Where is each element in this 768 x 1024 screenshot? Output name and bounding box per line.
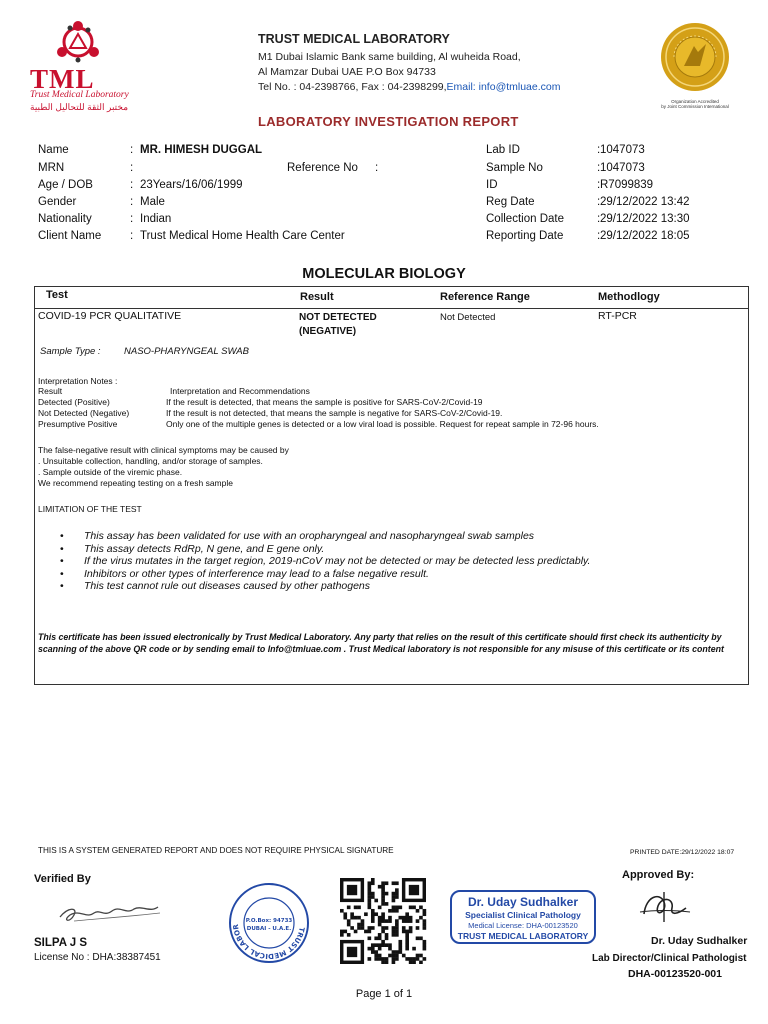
approver-signature-icon [634, 886, 694, 926]
doctor-stamp [450, 890, 596, 944]
age-colon: : [130, 179, 134, 191]
col-header-test: Test [46, 289, 68, 301]
lab-id-colon: : [597, 144, 601, 156]
mrn-label: MRN [38, 162, 65, 174]
limitation-item: • This assay has been validated for use with an oropharyngeal and nasopharyngeal swab samples [60, 530, 535, 542]
stamp-specialty: Specialist Clinical Pathology [465, 910, 581, 920]
sample-type-label: Sample Type : [40, 346, 101, 357]
client-colon: : [130, 230, 134, 242]
reg-date-colon: : [597, 196, 601, 208]
gender-colon: : [130, 196, 134, 208]
gender-label: Gender [38, 196, 77, 208]
false-negative-line: The false-negative result with clinical symptoms may be caused by [38, 445, 289, 455]
interp-row-result: Detected (Positive) [38, 397, 110, 407]
name-value: MR. HIMESH DUGGAL [140, 144, 263, 156]
reg-date-value: 29/12/2022 13:42 [600, 196, 690, 208]
client-label: Client Name [38, 230, 102, 242]
age-label: Age / DOB [38, 179, 93, 191]
interp-row-result: Not Detected (Negative) [38, 408, 130, 418]
round-stamp-icon [228, 882, 310, 964]
certificate-disclaimer: This certificate has been issued electronically by Trust Medical Laboratory. Any party that relies on the result of this certificate should first check its authenticity by scanning of the above QR code or by sending email to Info@tmluae.com . Trust Medical laboratory is not responsible for any misuse of this certificate or its content [38, 632, 724, 654]
limitation-item: • This test cannot rule out diseases caused by other pathogens [60, 580, 371, 592]
verifier-license: License No : DHA:38387451 [34, 952, 161, 963]
id-value: R7099839 [600, 179, 654, 191]
limitation-item: • Inhibitors or other types of interference may lead to a false negative result. [60, 567, 429, 580]
collection-date-value: 29/12/2022 13:30 [600, 213, 690, 225]
col-header-method: Methodlogy [598, 291, 660, 303]
verifier-name: SILPA J S [34, 937, 88, 949]
round-stamp-city: DUBAI - U.A.E. [246, 926, 292, 932]
result-line-1: NOT DETECTED [299, 312, 377, 323]
verifier-signature-icon [34, 893, 174, 933]
bullet: • [60, 542, 64, 555]
stamp-license: Medical License: DHA-00123520 [468, 921, 578, 930]
method: RT-PCR [598, 310, 637, 322]
verified-by-label: Verified By [34, 873, 91, 885]
bullet: • [60, 580, 64, 592]
round-stamp-box: P.O.Box: 94733 [245, 918, 293, 924]
stamp-doctor-name: Dr. Uday Sudhalker [467, 895, 579, 909]
bullet: • [60, 530, 64, 542]
interp-row-result: Presumptive Positive [38, 419, 118, 429]
gender-value: Male [140, 196, 165, 208]
collection-date-colon: : [597, 213, 601, 225]
approver-name: Dr. Uday Sudhalker [651, 935, 748, 947]
limitation-item: • This assay detects RdRp, N gene, and E gene only. [60, 542, 325, 555]
accreditation-seal-icon [660, 22, 730, 92]
reporting-date-value: 29/12/2022 18:05 [600, 230, 690, 242]
phone-fax: Tel No. : 04-2398766, Fax : 04-2398299, [258, 81, 447, 93]
nationality-value: Indian [140, 213, 172, 225]
limitation-heading: LIMITATION OF THE TEST [38, 504, 142, 514]
false-negative-line: . Sample outside of the viremic phase. [38, 467, 183, 477]
limitation-item: • If the virus mutates in the target region, 2019-nCoV may not be detected or may be detected less predictably. [60, 555, 591, 567]
reporting-date-colon: : [597, 230, 601, 242]
logo-arabic: مختبر الثقة للتحاليل الطبية [30, 102, 129, 112]
approver-title: Lab Director/Clinical Pathologist [592, 953, 747, 964]
collection-date-label: Collection Date [486, 213, 564, 225]
address-contact [258, 81, 561, 93]
address-line-2: Al Mamzar Dubai UAE P.O Box 94733 [258, 66, 436, 78]
result-line-2: (NEGATIVE) [299, 326, 357, 337]
id-label: ID [486, 179, 498, 191]
lab-round-stamp [228, 882, 310, 964]
reference-colon: : [375, 162, 379, 174]
sample-no-value: 1047073 [600, 162, 645, 174]
approver-license: DHA-00123520-001 [628, 968, 722, 980]
logo-subtitle: Trust Medical Laboratory [30, 90, 129, 100]
sample-no-colon: : [597, 162, 601, 174]
false-negative-line: . Unsuitable collection, handling, and/or storage of samples. [38, 456, 263, 466]
col-header-reference: Reference Range [440, 291, 530, 303]
system-generated-note: THIS IS A SYSTEM GENERATED REPORT AND DOES NOT REQUIRE PHYSICAL SIGNATURE [38, 846, 394, 855]
printed-date: PRINTED DATE:29/12/2022 18:07 [630, 849, 735, 856]
address-line-1: M1 Dubai Islamic Bank same building, Al wuheida Road, [258, 51, 521, 63]
interpretation-heading: Interpretation Notes : [38, 376, 118, 386]
sample-type-value: NASO-PHARYNGEAL SWAB [124, 346, 249, 357]
nationality-label: Nationality [38, 213, 92, 225]
nationality-colon: : [130, 213, 134, 225]
interp-row-text: If the result is detected, that means the sample is positive for SARS-CoV-2/Covid-19 [166, 397, 483, 407]
reporting-date-label: Reporting Date [486, 230, 564, 242]
tml-logo-icon [48, 18, 108, 66]
stamp-lab: TRUST MEDICAL LABORATORY [457, 931, 589, 941]
limitations-list [60, 530, 590, 593]
bullet: • [60, 555, 64, 567]
interp-row-text: If the result is not detected, that means the sample is negative for SARS-CoV-2/Covid-19. [166, 408, 503, 418]
section-title: MOLECULAR BIOLOGY [302, 266, 466, 282]
lab-id-label: Lab ID [486, 144, 520, 156]
reference-label: Reference No [287, 162, 358, 174]
seal-caption-line-1: Organization Accredited [671, 99, 719, 104]
id-colon: : [597, 179, 601, 191]
name-label: Name [38, 144, 69, 156]
header-divider [34, 308, 749, 309]
interp-col-recommend: Interpretation and Recommendations [170, 386, 310, 396]
age-value: 23Years/16/06/1999 [140, 179, 243, 191]
interp-col-result: Result [38, 386, 63, 396]
mrn-colon: : [130, 162, 134, 174]
seal-caption [640, 99, 750, 109]
lab-id-value: 1047073 [600, 144, 645, 156]
interp-row-text: Only one of the multiple genes is detected or a low viral load is possible. Request for repeat sample in 72-96 hours. [166, 419, 599, 429]
test-name: COVID-19 PCR QUALITATIVE [38, 310, 182, 322]
lab-name: TRUST MEDICAL LABORATORY [258, 32, 450, 46]
false-negative-line: We recommend repeating testing on a fresh sample [38, 478, 233, 488]
qr-code-icon[interactable] [338, 878, 428, 964]
bullet: • [60, 567, 64, 580]
email-link[interactable]: Email: info@tmluae.com [446, 81, 561, 93]
col-header-result: Result [300, 291, 334, 303]
seal-caption-line-2: by Joint Commission International [661, 104, 729, 109]
page-number: Page 1 of 1 [355, 988, 413, 1000]
name-colon: : [130, 144, 134, 156]
sample-no-label: Sample No [486, 162, 543, 174]
logo-text: TML [30, 64, 95, 94]
report-title: LABORATORY INVESTIGATION REPORT [258, 114, 519, 129]
client-value: Trust Medical Home Health Care Center [140, 230, 345, 242]
reg-date-label: Reg Date [486, 196, 535, 208]
round-stamp-ring: TRUST MEDICAL LABOR [231, 923, 306, 961]
reference-range: Not Detected [440, 312, 496, 323]
approved-by-label: Approved By: [622, 869, 695, 881]
